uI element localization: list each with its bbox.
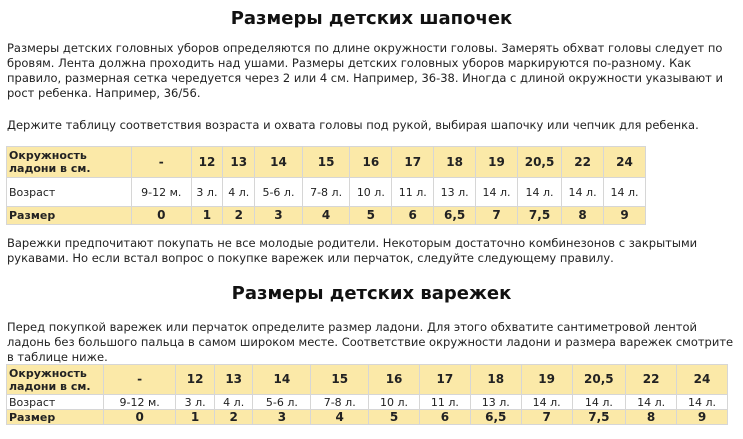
cell-size: 2 — [214, 410, 253, 425]
cell-age: 14 л. — [677, 395, 728, 410]
cell-size: 7 — [476, 207, 518, 225]
cell-circumference: 18 — [470, 365, 521, 395]
cell-size: 7 — [521, 410, 572, 425]
cell-age: 9-12 м. — [104, 395, 176, 410]
table-row-size — [7, 207, 646, 225]
cell-size: 1 — [191, 207, 223, 225]
cell-age: 7-8 л. — [311, 395, 369, 410]
cell-size: 7,5 — [572, 410, 626, 425]
table-row-size — [7, 410, 728, 425]
cell-circumference: 14 — [255, 147, 303, 178]
cell-size: 6,5 — [470, 410, 521, 425]
cell-circumference: 12 — [191, 147, 223, 178]
cell-age: 14 л. — [517, 178, 561, 207]
cell-circumference: - — [104, 365, 176, 395]
cell-size: 2 — [223, 207, 255, 225]
row-label-size: Размер — [7, 410, 104, 425]
mittens-intro-text: Перед покупкой варежек или перчаток определите размер ладони. Для этого обхватите сантиметровой лентой ладонь без большого пальца в самом широком месте. Соответствие окружности ладони и размера варежек смотрите в таблице ниже. — [7, 320, 734, 364]
cell-circumference: 15 — [311, 365, 369, 395]
cell-age: 3 л. — [191, 178, 223, 207]
cell-circumference: 20,5 — [572, 365, 626, 395]
table-row-age — [7, 395, 728, 410]
cell-size: 8 — [626, 410, 677, 425]
cell-size: 5 — [369, 410, 420, 425]
cell-size: 8 — [562, 207, 604, 225]
cell-age: 5-6 л. — [253, 395, 311, 410]
cell-age: 9-12 м. — [132, 178, 192, 207]
cell-age: 14 л. — [626, 395, 677, 410]
cell-circumference: 14 — [253, 365, 311, 395]
cell-size: 5 — [350, 207, 392, 225]
cell-circumference: 20,5 — [517, 147, 561, 178]
cell-circumference: 17 — [419, 365, 470, 395]
row-label-size: Размер — [7, 207, 132, 225]
cell-age: 14 л. — [521, 395, 572, 410]
mittens-size-table — [6, 364, 728, 425]
cell-size: 6 — [392, 207, 434, 225]
cell-circumference: 24 — [604, 147, 646, 178]
table-row-circumference — [7, 147, 646, 178]
table-row-age — [7, 178, 646, 207]
row-label-age: Возраст — [7, 395, 104, 410]
cell-circumference: 17 — [392, 147, 434, 178]
cell-circumference: 24 — [677, 365, 728, 395]
cell-age: 11 л. — [392, 178, 434, 207]
cell-age: 13 л. — [434, 178, 476, 207]
row-label-circumference: Окружность ладони в см. — [7, 365, 104, 395]
cell-circumference: 16 — [369, 365, 420, 395]
hats-note-text: Держите таблицу соответствия возраста и охвата головы под рукой, выбирая шапочку или чепчик для ребенка. — [7, 118, 699, 132]
cell-size: 7,5 — [517, 207, 561, 225]
cell-age: 11 л. — [419, 395, 470, 410]
cell-size: 1 — [176, 410, 215, 425]
cell-size: 9 — [677, 410, 728, 425]
cell-age: 14 л. — [562, 178, 604, 207]
cell-circumference: 12 — [176, 365, 215, 395]
cell-size: 3 — [255, 207, 303, 225]
cell-size: 0 — [104, 410, 176, 425]
cell-size: 6,5 — [434, 207, 476, 225]
mittens-sizes-title: Размеры детских варежек — [231, 283, 512, 304]
cell-circumference: - — [132, 147, 192, 178]
cell-size: 6 — [419, 410, 470, 425]
cell-circumference: 19 — [521, 365, 572, 395]
cell-age: 10 л. — [369, 395, 420, 410]
mittens-lead-text: Варежки предпочитают покупать не все молодые родители. Некоторым достаточно комбинезонов с закрытыми рукавами. Но если встал вопрос о покупке варежек или перчаток, следуйте следующему правилу. — [7, 236, 698, 265]
row-label-circumference: Окружность ладони в см. — [7, 147, 132, 178]
cell-age: 10 л. — [350, 178, 392, 207]
hats-sizes-title: Размеры детских шапочек — [230, 8, 513, 29]
cell-circumference: 16 — [350, 147, 392, 178]
cell-size: 0 — [132, 207, 192, 225]
hats-intro-text: Размеры детских головных уборов определяются по длине окружности головы. Замерять обхват головы следует по бровям. Лента должна проходить над ушами. Размеры детских головных уборов маркируются по-разному. Как правило, размерная сетка чередуется через 2 или 4 см. Например, 36-38. Иногда с длиной окружности указывают и рост ребенка. Например, 36/56. — [7, 41, 723, 100]
cell-size: 3 — [253, 410, 311, 425]
cell-circumference: 19 — [476, 147, 518, 178]
cell-circumference: 15 — [302, 147, 350, 178]
cell-size: 9 — [604, 207, 646, 225]
cell-age: 14 л. — [476, 178, 518, 207]
cell-circumference: 22 — [562, 147, 604, 178]
row-label-age: Возраст — [7, 178, 132, 207]
cell-age: 3 л. — [176, 395, 215, 410]
cell-circumference: 13 — [214, 365, 253, 395]
cell-age: 13 л. — [470, 395, 521, 410]
cell-age: 4 л. — [223, 178, 255, 207]
table-row-circumference — [7, 365, 728, 395]
cell-age: 14 л. — [604, 178, 646, 207]
cell-age: 14 л. — [572, 395, 626, 410]
cell-age: 5-6 л. — [255, 178, 303, 207]
cell-age: 4 л. — [214, 395, 253, 410]
cell-size: 4 — [311, 410, 369, 425]
cell-circumference: 18 — [434, 147, 476, 178]
hats-size-table — [6, 146, 646, 225]
cell-age: 7-8 л. — [302, 178, 350, 207]
cell-circumference: 22 — [626, 365, 677, 395]
cell-size: 4 — [302, 207, 350, 225]
cell-circumference: 13 — [223, 147, 255, 178]
